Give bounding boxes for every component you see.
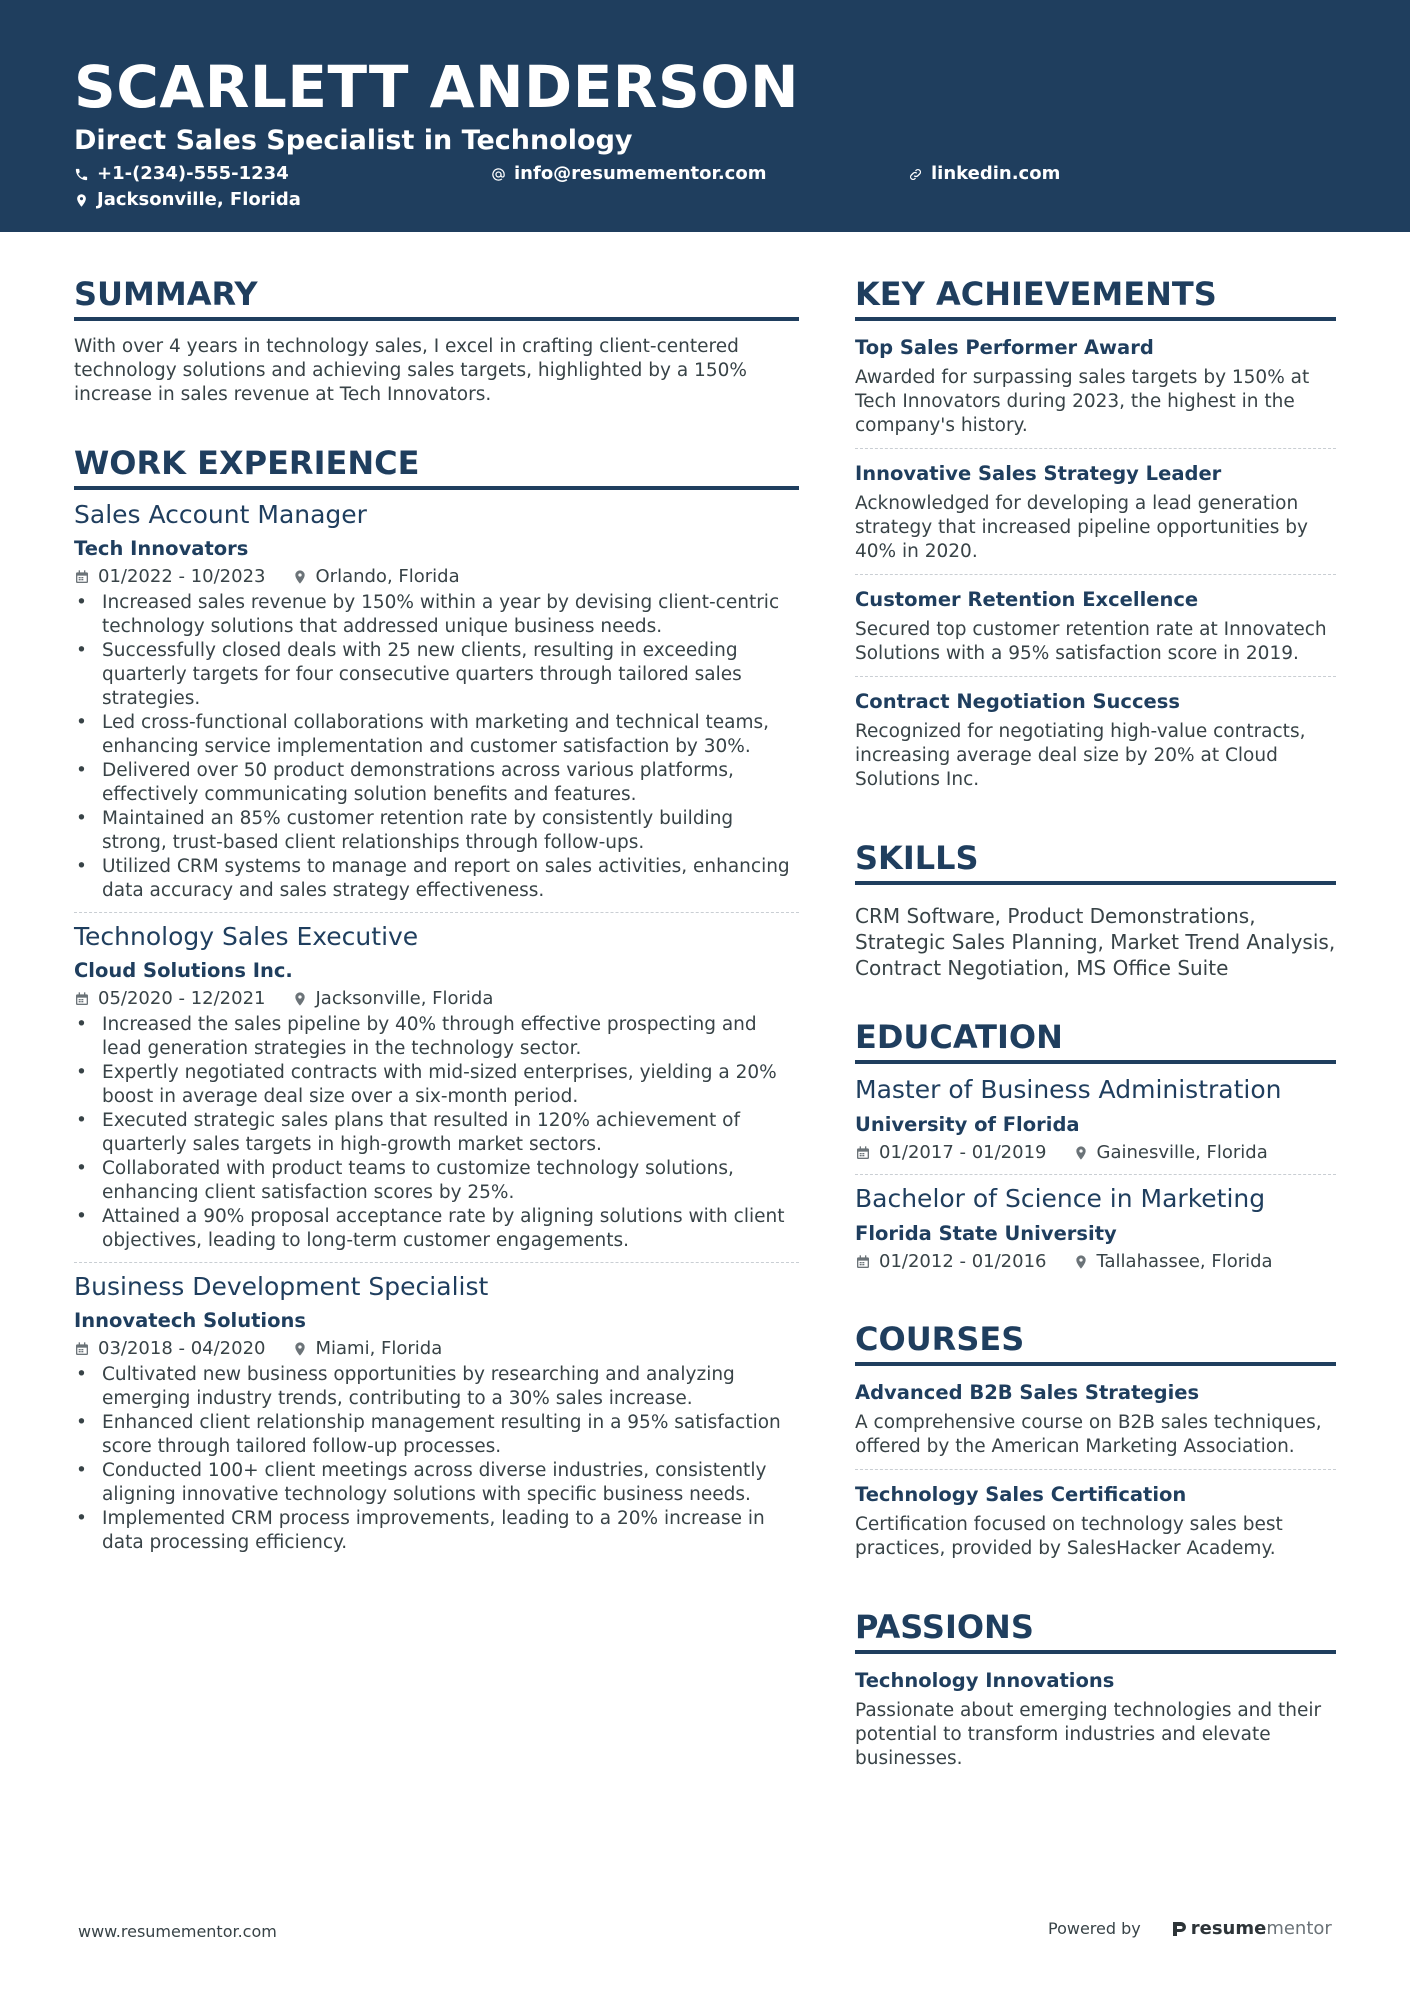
courses-section: [855, 1320, 1336, 1571]
courses-heading: COURSES: [855, 1323, 1336, 1366]
education-item: [855, 1074, 1336, 1175]
education-location: Gainesville, Florida: [1096, 1142, 1268, 1163]
achievement-title: Customer Retention Excellence: [855, 588, 1199, 611]
job-title: Technology Sales Executive: [74, 922, 419, 951]
work-experience-section: [74, 444, 799, 1564]
location-pin-icon: [1073, 1145, 1089, 1161]
course-item: [855, 1380, 1336, 1470]
job-bullets: [74, 1013, 799, 1253]
job-dates: 05/2020 - 12/2021: [98, 988, 266, 1009]
bullet-item: • Utilized CRM systems to manage and report on sales activities, enhancing data accuracy and sales strategy effectiveness.: [74, 855, 799, 903]
bullet-item: • Maintained an 85% customer retention rate by consistently building strong, trust-based client relationships through follow-ups.: [74, 807, 799, 855]
calendar-icon: [855, 1254, 871, 1270]
company-name: Cloud Solutions Inc.: [74, 959, 293, 982]
left-column: [74, 275, 799, 1573]
resume-header: [0, 0, 1410, 232]
bullet-item: • Executed strategic sales plans that resulted in 120% achievement of quarterly sales targets in high-growth market sectors.: [74, 1109, 799, 1157]
bullet-item: • Increased the sales pipeline by 40% through effective prospecting and lead generation strategies in the technology sector.: [74, 1013, 799, 1061]
brand-name-bold: resume: [1190, 1918, 1267, 1939]
job-dates: 03/2018 - 04/2020: [98, 1338, 266, 1359]
degree-title: Master of Business Administration: [855, 1075, 1282, 1104]
powered-by-label: Powered by: [1048, 1919, 1141, 1938]
course-title: Technology Sales Certification: [855, 1483, 1187, 1506]
job-entry: [74, 1272, 799, 1564]
company-name: Innovatech Solutions: [74, 1309, 306, 1332]
location-pin-icon: [1073, 1254, 1089, 1270]
brand-logo[interactable]: [1171, 1918, 1332, 1939]
achievement-text: Acknowledged for developing a lead generation strategy that increased pipeline opportunities by 40% in 2020.: [855, 493, 1308, 562]
education-dates: 01/2017 - 01/2019: [879, 1142, 1047, 1163]
calendar-icon: [74, 991, 90, 1007]
course-text: A comprehensive course on B2B sales techniques, offered by the American Marketing Association.: [855, 1412, 1322, 1457]
summary-text: With over 4 years in technology sales, I excel in crafting client-centered technology solutions and achieving sales targets, highlighted by a 150% increase in sales revenue at Tech Innovators.: [74, 336, 747, 405]
achievement-item: [855, 335, 1336, 449]
bullet-item: • Conducted 100+ client meetings across diverse industries, consistently aligning innovative technology solutions with specific business needs.: [74, 1459, 799, 1507]
calendar-icon: [855, 1145, 871, 1161]
achievement-text: Recognized for negotiating high-value contracts, increasing average deal size by 20% at Cloud Solutions Inc.: [855, 721, 1306, 790]
linkedin-text: linkedin.com: [931, 163, 1061, 184]
job-title: Sales Account Manager: [74, 500, 367, 529]
school-name: Florida State University: [855, 1222, 1117, 1245]
work-experience-heading: WORK EXPERIENCE: [74, 447, 799, 490]
job-bullets: [74, 591, 799, 903]
email-text: info@resumementor.com: [514, 163, 767, 184]
course-item: [855, 1482, 1336, 1571]
summary-section: [74, 275, 799, 407]
job-bullets: [74, 1363, 799, 1555]
right-column: [855, 275, 1336, 1821]
skills-section: [855, 839, 1336, 981]
company-name: Tech Innovators: [74, 537, 249, 560]
skills-text: CRM Software, Product Demonstrations, Strategic Sales Planning, Market Trend Analysis, Contract Negotiation, MS Office Suite: [855, 904, 1336, 980]
candidate-role: Direct Sales Specialist in Technology: [74, 125, 633, 156]
bullet-item: • Delivered over 50 product demonstrations across various platforms, effectively communicating solution benefits and features.: [74, 759, 799, 807]
education-heading: EDUCATION: [855, 1021, 1336, 1064]
contact-phone: [74, 165, 289, 183]
job-title: Business Development Specialist: [74, 1272, 489, 1301]
contact-location: [74, 191, 301, 209]
education-item: [855, 1183, 1336, 1283]
achievement-title: Top Sales Performer Award: [855, 336, 1154, 359]
contact-linkedin: [908, 165, 1060, 183]
achievement-title: Contract Negotiation Success: [855, 690, 1180, 713]
location-pin-icon: [74, 193, 89, 208]
location-pin-icon: [292, 991, 308, 1007]
job-meta: [74, 1336, 799, 1362]
bullet-item: • Collaborated with product teams to customize technology solutions, enhancing client satisfaction scores by 25%.: [74, 1157, 799, 1205]
job-meta: [74, 986, 799, 1012]
bullet-item: • Attained a 90% proposal acceptance rate by aligning solutions with client objectives, leading to long-term customer engagements.: [74, 1205, 799, 1253]
bullet-item: • Enhanced client relationship management resulting in a 95% satisfaction score through tailored follow-up processes.: [74, 1411, 799, 1459]
bullet-item: • Cultivated new business opportunities by researching and analyzing emerging industry trends, contributing to a 30% sales increase.: [74, 1363, 799, 1411]
key-achievements-section: [855, 275, 1336, 802]
education-meta: [855, 1249, 1336, 1275]
job-location: Orlando, Florida: [315, 566, 460, 587]
passions-section: [855, 1608, 1336, 1781]
calendar-icon: [74, 1341, 90, 1357]
achievement-text: Secured top customer retention rate at Innovatech Solutions with a 95% satisfaction score in 2019.: [855, 619, 1327, 664]
bullet-item: • Implemented CRM process improvements, leading to a 20% increase in data processing efficiency.: [74, 1507, 799, 1555]
link-icon: [908, 167, 923, 182]
achievement-title: Innovative Sales Strategy Leader: [855, 462, 1222, 485]
education-dates: 01/2012 - 01/2016: [879, 1251, 1047, 1272]
passion-title: Technology Innovations: [855, 1669, 1115, 1692]
skills-heading: SKILLS: [855, 842, 1336, 885]
education-section: [855, 1018, 1336, 1283]
achievement-item: [855, 587, 1336, 677]
bullet-item: • Expertly negotiated contracts with mid-sized enterprises, yielding a 20% boost in average deal size over a six-month period.: [74, 1061, 799, 1109]
contact-email: [491, 165, 766, 183]
brand-name-light: mentor: [1266, 1918, 1332, 1939]
course-title: Advanced B2B Sales Strategies: [855, 1381, 1200, 1404]
job-meta: [74, 564, 799, 590]
phone-icon: [74, 167, 89, 182]
achievement-item: [855, 689, 1336, 802]
location-text: Jacksonville, Florida: [97, 189, 301, 210]
brand-mark-icon: [1171, 1920, 1187, 1938]
passions-heading: PASSIONS: [855, 1611, 1336, 1654]
footer-branding: [1048, 1918, 1332, 1939]
job-entry: [74, 500, 799, 913]
degree-title: Bachelor of Science in Marketing: [855, 1184, 1266, 1213]
education-location: Tallahassee, Florida: [1096, 1251, 1273, 1272]
job-dates: 01/2022 - 10/2023: [98, 566, 266, 587]
footer-website[interactable]: www.resumementor.com: [78, 1922, 277, 1941]
job-location: Jacksonville, Florida: [315, 988, 494, 1009]
job-entry: [74, 922, 799, 1263]
passion-text: Passionate about emerging technologies and their potential to transform industries and elevate businesses.: [855, 1700, 1322, 1769]
phone-text: +1-(234)-555-1234: [97, 163, 289, 184]
course-text: Certification focused on technology sales best practices, provided by SalesHacker Academy.: [855, 1514, 1283, 1559]
key-achievements-heading: KEY ACHIEVEMENTS: [855, 278, 1336, 321]
calendar-icon: [74, 569, 90, 585]
achievement-item: [855, 461, 1336, 575]
bullet-item: • Increased sales revenue by 150% within a year by devising client-centric technology solutions that addressed unique business needs.: [74, 591, 799, 639]
school-name: University of Florida: [855, 1113, 1080, 1136]
candidate-name: SCARLETT ANDERSON: [74, 53, 800, 121]
bullet-item: • Successfully closed deals with 25 new clients, resulting in exceeding quarterly targets for four consecutive quarters through tailored sales strategies.: [74, 639, 799, 711]
summary-heading: SUMMARY: [74, 278, 799, 321]
location-pin-icon: [292, 569, 308, 585]
education-meta: [855, 1140, 1336, 1166]
achievement-text: Awarded for surpassing sales targets by 150% at Tech Innovators during 2023, the highest in the company's history.: [855, 367, 1310, 436]
bullet-item: • Led cross-functional collaborations with marketing and technical teams, enhancing service implementation and customer satisfaction by 30%.: [74, 711, 799, 759]
job-location: Miami, Florida: [315, 1338, 443, 1359]
location-pin-icon: [292, 1341, 308, 1357]
at-icon: [491, 167, 506, 182]
passion-item: [855, 1668, 1336, 1781]
